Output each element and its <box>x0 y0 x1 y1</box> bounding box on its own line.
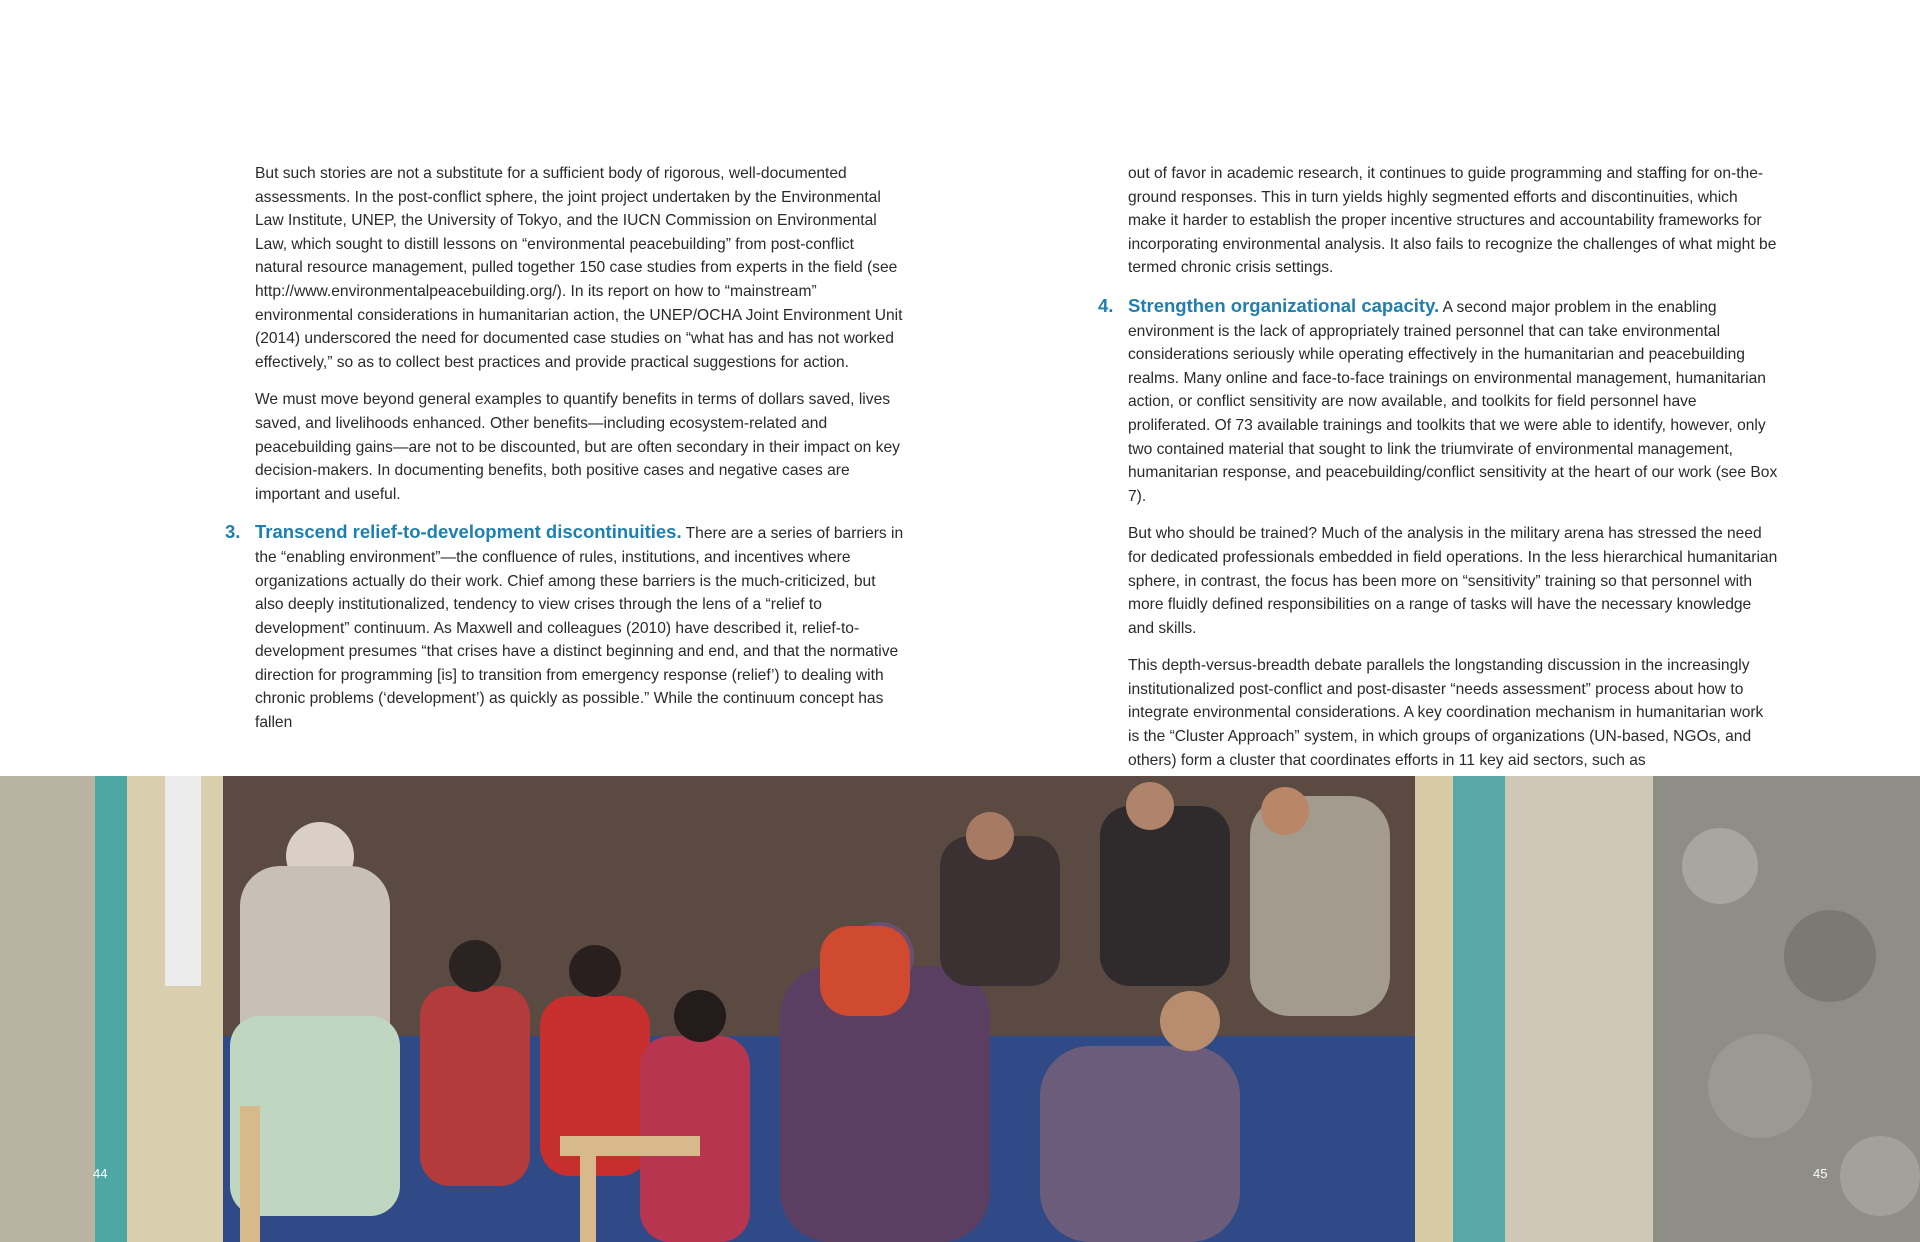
item-4-text: A second major problem in the enabling environment is the lack of appropriately trained personnel that can take environmental considerations seriously while operating effectively in the humanitarian and peacebuilding realms. Many online and face-to-face trainings on environmental management, humanitarian action, or conflict sensitivity are now available, and toolkits for field personnel have proliferated. Of 73 available trainings and toolkits that we were able to identify, however, only two contained material that sought to link the triumvirate of environmental management, humanitarian response, and peacebuilding/conflict sensitivity at the heart of our work (see Box 7). <box>1128 298 1778 505</box>
right-column <box>1098 162 1778 786</box>
item-4-heading: Strengthen organizational capacity. <box>1128 294 1440 316</box>
right-paragraph-2: But who should be trained? Much of the analysis in the military arena has stressed the need for dedicated professionals embedded in field operations. In the less hierarchical humanitarian sphere, in contrast, the focus has been more on “sensitivity” training so that personnel with more fluidly defined responsibilities on a range of tasks will have the necessary knowledge and skills. <box>1128 525 1778 637</box>
right-paragraph-1: out of favor in academic research, it continues to guide programming and staffing for on-the-ground responses. This in turn yields highly segmented efforts and discontinuities, which make it harder to establish the proper incentive structures and accountability frameworks for incorporating environmental analysis. It also fails to recognize the challenges of what might be termed chronic crisis settings. <box>1128 165 1777 277</box>
item-3-heading: Transcend relief-to-development discontinuities. <box>255 521 682 543</box>
numbered-item-4 <box>1098 294 1778 508</box>
item-3-text: There are a series of barriers in the “enabling environment”—the confluence of rules, institutions, and incentives where organizations actually do their work. Chief among these barriers is the much-criticized, but also deeply institutionalized, tendency to view crises through the lens of a “relief to development” continuum. As Maxwell and colleagues (2010) have described it, relief-to-development presumes “that crises have a distinct beginning and end, and that the normative direction for programming [is] to transition from emergency response (relief’) to dealing with chronic problems (‘development’) as quickly as possible.” While the continuum concept has fallen <box>255 525 904 732</box>
item-4-number: 4. <box>1098 294 1114 316</box>
photo-illustration <box>0 776 1920 1242</box>
left-paragraph-2: We must move beyond general examples to quantify benefits in terms of dollars saved, lives saved, and livelihoods enhanced. Other benefits—including ecosystem-related and peacebuilding gains—are not to be discounted, but are often secondary in their impact on key decision-makers. In documenting benefits, both positive cases and negative cases are important and useful. <box>255 391 900 503</box>
community-meeting-photo <box>0 776 1920 1242</box>
right-paragraph-3: This depth-versus-breadth debate parallels the longstanding discussion in the increasingly institutionalized post-conflict and post-disaster “needs assessment” process about how to integrate environmental considerations. A key coordination mechanism in humanitarian work is the “Cluster Approach” system, in which groups of organizations (UN-based, NGOs, and others) form a cluster that coordinates efforts in 11 key aid sectors, such as <box>1128 657 1764 769</box>
item-3-number: 3. <box>225 521 241 543</box>
numbered-item-3 <box>225 520 905 734</box>
left-column <box>225 162 905 749</box>
page-number-left: 44 <box>93 1166 108 1181</box>
left-paragraph-1: But such stories are not a substitute for a sufficient body of rigorous, well-documented assessments. In the post-conflict sphere, the joint project undertaken by the Environmental Law Institute, UNEP, the University of Tokyo, and the IUCN Commission on Environmental Law, which sought to distill lessons on “environmental peacebuilding” from post-conflict natural resource management, pulled together 150 case studies from experts in the field (see http://www.environmentalpeacebuilding.org/). In its report on how to “mainstream” environmental considerations in humanitarian action, the UNEP/OCHA Joint Environment Unit (2014) underscored the need for documented case studies on “what has and has not worked effectively,” so as to collect best practices and provide practical suggestions for action. <box>255 165 903 371</box>
page-number-right: 45 <box>1813 1166 1828 1181</box>
